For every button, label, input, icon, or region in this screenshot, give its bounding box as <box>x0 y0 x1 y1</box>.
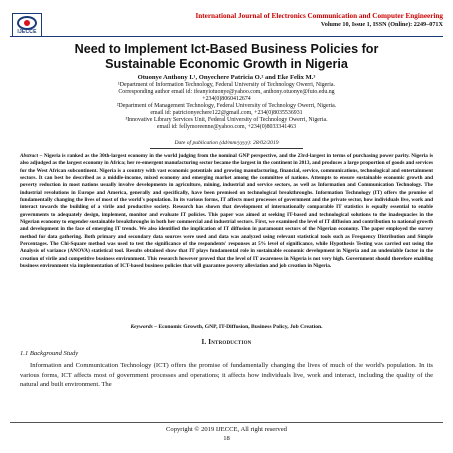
affiliation-3-line-2: email id: fellymoreenne@yahoo.com, +234(0)8033341463 <box>156 124 297 131</box>
abstract-text: – Nigeria is ranked as the 30th-largest economy in the world judging from the nominal GNP perspective, and the 23rd-largest in terms of purchasing power parity. Nigeria is also adjudged as the largest economy in Africa; her re-emergent manufacturing sector became the largest in the continent in 2013, and produces a large proportion of goods and services for the West African subcontinent. Nigeria is a country with vast economic potentials and growing manufacturing, financial, service, communications, technological and entertainment sectors. It can best be described as a middle-income, mixed economy and emerging market among the committee of nations. Attempts to ensure sustainable economic growth and poverty reduction in most nations usually involve developments in agriculture, mining, industrial and service sectors, as well as Information and Communication Technology. The industrial revolutions in Europe and America, generally and specifically, have been premised on technological breakthroughs. Information Technology (IT) offers the promise of fundamentally changing the lives of most of the world's population. In its various forms, IT affects most processes of government and the private sector, how individuals live, work and interact towards the building of a virile and productive society. Research has shown that development of internationally comparable IT statistics is equally essential to enable governments to adequately design, implement, monitor and evaluate IT policies. This paper was aimed at seeking IT-based and technological solutions to the inadequacies in the Nigerian economy to engender sustainable breakthroughs in both her commercial and industrial sectors. First, we examined the level of IT diffusion and contribution to national growth and development in the face of emerging IT trends. We also identified the implication of IT diffusion in paramount sectors of the Nigerian economy. The paper employed the survey method for data gathering. Both primary and secondary data sources were used and data was analyzed using relevant statistical tools such as Frequency Distribution and Simple Percentages. The Chi-Square method was used to test the significance of the respondents' responses at 5% level of significance, while Hypothesis Testing was carried out using the Analysis of variance (ANOVA) statistical tool. Results obtained show that IT plays fundamental role in sustainable economic development in Nigeria and an undeniable factor in the creation of virile and competitive business environment. This research however proved that the level of IT awareness in Nigeria is not very high. Government should therefore enabling business environment via implementation of ICT-based business policies that will guarantee poverty alleviation and job creation in Nigeria. <box>20 153 433 270</box>
subsection-heading: 1.1 Background Study <box>20 350 79 357</box>
paper-title-line-2: Sustainable Economic Growth in Nigeria <box>105 57 348 71</box>
page-number: 18 <box>223 434 230 442</box>
journal-volume: Volume 10, Issue 1, ISSN (Online): 2249–071X <box>320 21 443 28</box>
affiliation-1-line-3: +234(0)8060412674 <box>202 96 251 103</box>
page-footer <box>0 426 453 443</box>
footer-divider <box>10 422 443 423</box>
affiliation-3-line-1: ³Innovative Library Services Unit, Federal University of Technology Owerri, Nigeria. <box>125 117 328 123</box>
journal-logo <box>12 13 42 37</box>
affiliation-3 <box>0 117 453 131</box>
affiliation-1-line-1: ¹Department of Information Technology, Federal University of Technology Owerri, Nigeria. <box>118 82 335 88</box>
affiliation-1 <box>0 82 453 104</box>
journal-name: International Journal of Electronics Communication and Computer Engineering <box>195 12 443 20</box>
abstract <box>20 153 433 271</box>
affiliation-2 <box>0 103 453 117</box>
keywords <box>0 324 453 330</box>
paper-title-line-1: Need to Implement Ict-Based Business Policies for <box>74 42 379 56</box>
keywords-text: – Economic Growth, GNP, IT-Diffusion, Business Policy, Job Creation. <box>152 324 323 330</box>
keywords-label: Keywords <box>130 324 153 330</box>
affiliation-2-line-1: ²Department of Management Technology, Federal University of Technology Owerri, Nigeria. <box>116 103 337 109</box>
paper-title <box>0 42 453 72</box>
publication-date: Date of publication (dd/mm/yyyy): 28/02/2019 <box>174 140 279 146</box>
abstract-label: Abstract <box>20 153 39 159</box>
logo-emblem-icon <box>17 16 37 30</box>
copyright-notice: Copyright © 2019 IJECCE, All right reserved <box>166 426 287 433</box>
affiliation-2-line-2: email id: patricionyechere122@gmail.com, +234(0)8035536931 <box>150 110 303 117</box>
journal-header <box>0 6 453 36</box>
section-heading: I. Introduction <box>201 338 252 346</box>
logo-text: IJECCE <box>17 29 37 35</box>
paper-authors: Otuonye Anthony I.¹, Onyechere Patricia O.² and Eke Felix M.³ <box>137 74 316 81</box>
date-divider <box>150 148 303 149</box>
affiliation-1-line-2: Corresponding author email id: ifeanyiotuonye@yahoo.com, anthony.otuonye@futo.edu.ng <box>118 89 335 96</box>
introduction-paragraph: Information and Communication Technology (ICT) offers the promise of fundamentally changing the lives of much of the world's population. In its various forms, ICT affects most of government processes and operations; it affects how individuals live, work and interact, including the quality of the natural and built environment. The <box>20 362 433 388</box>
header-divider <box>10 36 443 37</box>
